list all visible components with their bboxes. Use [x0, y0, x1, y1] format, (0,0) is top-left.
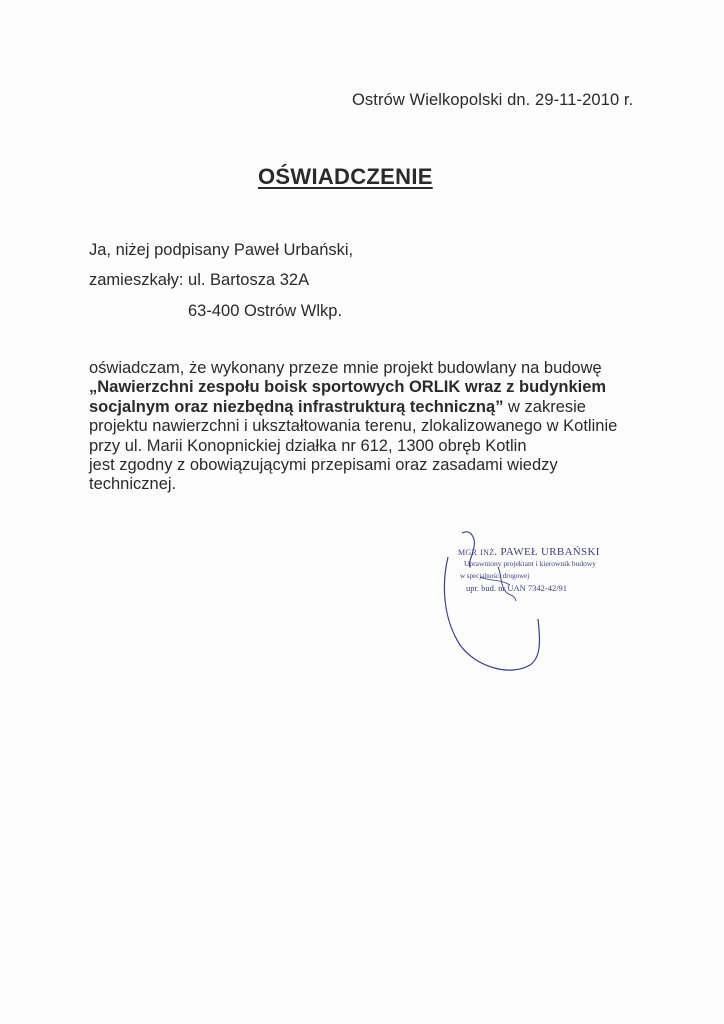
body-line-3 [89, 398, 659, 417]
body-line-5: przy ul. Marii Konopnickiej działka nr 612, 1300 obręb Kotlin [89, 436, 527, 455]
stamp-qualification: Uprawniony projektant i kierownik budowy [464, 559, 597, 568]
engineer-stamp [458, 546, 658, 594]
declaration-body [89, 359, 659, 495]
body-line-3-rest: w zakresie [503, 397, 586, 416]
body-line-4: projektu nawierzchni i ukształtowania terenu, zlokalizowanego w Kotlinie [89, 417, 618, 436]
place-date: Ostrów Wielkopolski dn. 29-11-2010 r. [352, 91, 634, 109]
body-line-7: technicznej. [89, 475, 177, 494]
body-line-2: „Nawierzchni zespołu boisk sportowych ORLIK wraz z budynkiem [89, 378, 607, 397]
body-line-6: jest zgodny z obowiązującymi przepisami oraz zasadami wiedzy [89, 456, 558, 475]
stamp-license: upr. bud. nr UAN 7342-42/91 [466, 583, 568, 593]
declarant-address-line: zamieszkały: ul. Bartosza 32A [89, 271, 310, 289]
declarant-city-line: 63-400 Ostrów Wlkp. [188, 302, 343, 320]
project-name-end: socjalnym oraz niezbędną infrastrukturą techniczną” [89, 397, 504, 416]
stamp-specialty: w specjalności drogowej [460, 572, 530, 580]
body-line-1: oświadczam, że wykonany przeze mnie projekt budowlany na budowę [89, 359, 602, 377]
declarant-name-line: Ja, niżej podpisany Paweł Urbański, [89, 241, 354, 259]
stamp-name: mgr inż. PAWEŁ URBAŃSKI [458, 546, 600, 558]
document-title: OŚWIADCZENIE [258, 164, 433, 189]
